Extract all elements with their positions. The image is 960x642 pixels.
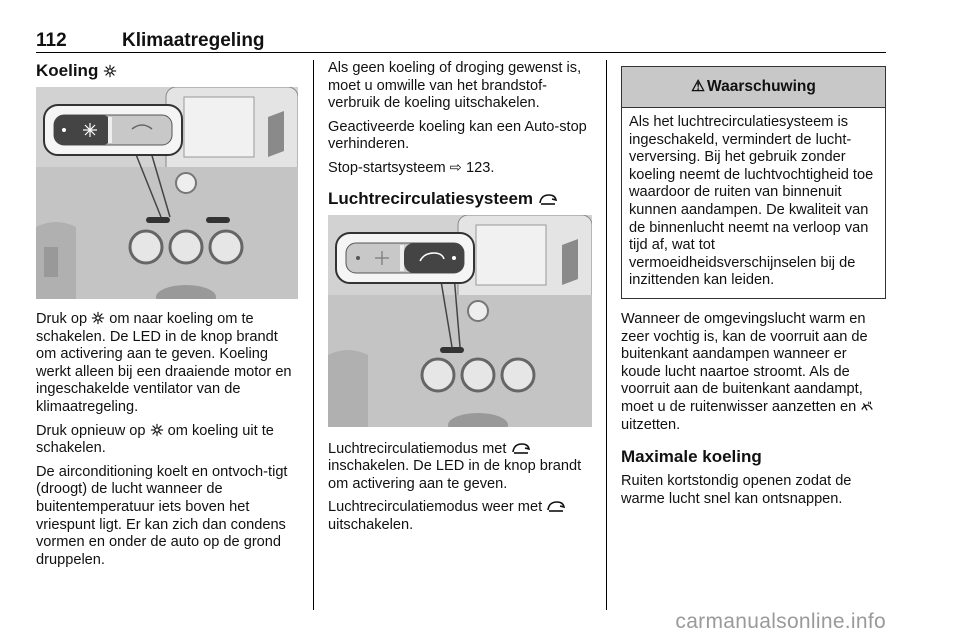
- chapter-title: Klimaatregeling: [122, 30, 265, 51]
- warning-box: [621, 66, 886, 299]
- page-reference-arrow-icon: ⇨: [449, 159, 462, 176]
- paragraph: Luchtrecirculatiemodus met inschakelen. De LED in de knop brandt om activering aan te geven.: [328, 440, 582, 492]
- recirculation-icon: [546, 499, 566, 513]
- column-divider: [606, 60, 607, 610]
- section-heading-luchtrecirculatie: Luchtrecirculatiesysteem: [328, 188, 592, 209]
- section-heading-maximale-koeling: Maximale koeling: [621, 447, 762, 467]
- column-2: [328, 60, 592, 541]
- paragraph: Als geen koeling of droging gewenst is, moet u omwille van het brandstof-verbruik de koeling uitschakelen.: [328, 60, 582, 112]
- column-1: [36, 60, 300, 575]
- snowflake-icon: [150, 423, 164, 437]
- paragraph: Luchtrecirculatiemodus weer met uitschakelen.: [328, 499, 592, 534]
- windshield-wiper-icon: [860, 399, 874, 413]
- dashboard-illustration-recirculation: [328, 215, 592, 427]
- paragraph: Wanneer de omgevingslucht warm en zeer vochtig is, kan de voorruit aan de buitenkant aandampen wanneer er koude lucht naartoe stroomt. Als de voorruit aan de buitenkant aandampt, moet u de ruitenwisser aanzetten en uitzetten.: [621, 311, 886, 434]
- warning-header: ⚠ Waarschuwing: [622, 67, 885, 108]
- paragraph: Druk op om naar koeling om te schakelen. De LED in de knop brandt om activering aan te geven. Koeling werkt alleen bij een draaiende motor en ingeschakelde ventilator van de klimaatregeling.: [36, 311, 292, 415]
- page-number: 112: [36, 30, 67, 51]
- paragraph: Druk opnieuw op om koeling uit te schakelen.: [36, 422, 274, 457]
- section-heading-koeling: Koeling: [36, 60, 300, 81]
- paragraph: De airconditioning koelt en ontvoch-tigt (droogt) de lucht wanneer de buitentemperatuur iets boven het vriespunt ligt. Er kan zich dan condens vormen en onder de auto op de grond druppelen.: [36, 463, 288, 568]
- watermark: carmanualsonline.info: [675, 610, 886, 633]
- column-divider: [313, 60, 314, 610]
- warning-triangle-icon: ⚠: [691, 78, 706, 96]
- paragraph: Stop-startsysteem ⇨ 123.: [328, 159, 495, 176]
- warning-text: Als het luchtrecirculatiesysteem is ingeschakeld, vermindert de lucht-verversing. Bij het gebruik zonder koeling neemt de luchtvochtigheid toe waardoor de ruiten van binnenuit kunnen aandampen. De kwaliteit van de binnenlucht neemt na verloop van tijd af, wat tot vermoeidheidsverschijnselen bij de inzittenden kan leiden.: [629, 114, 874, 289]
- paragraph: Geactiveerde koeling kan een Auto-stop verhinderen.: [328, 118, 587, 153]
- snowflake-icon: [91, 311, 105, 325]
- page-header: [36, 30, 886, 53]
- recirculation-icon: [538, 192, 558, 206]
- snowflake-icon: [103, 64, 117, 78]
- dashboard-illustration-cooling: [36, 87, 298, 299]
- paragraph: Ruiten kortstondig openen zodat de warme lucht snel kan ontsnappen.: [621, 473, 852, 507]
- column-3: [621, 66, 886, 514]
- recirculation-icon: [511, 441, 531, 455]
